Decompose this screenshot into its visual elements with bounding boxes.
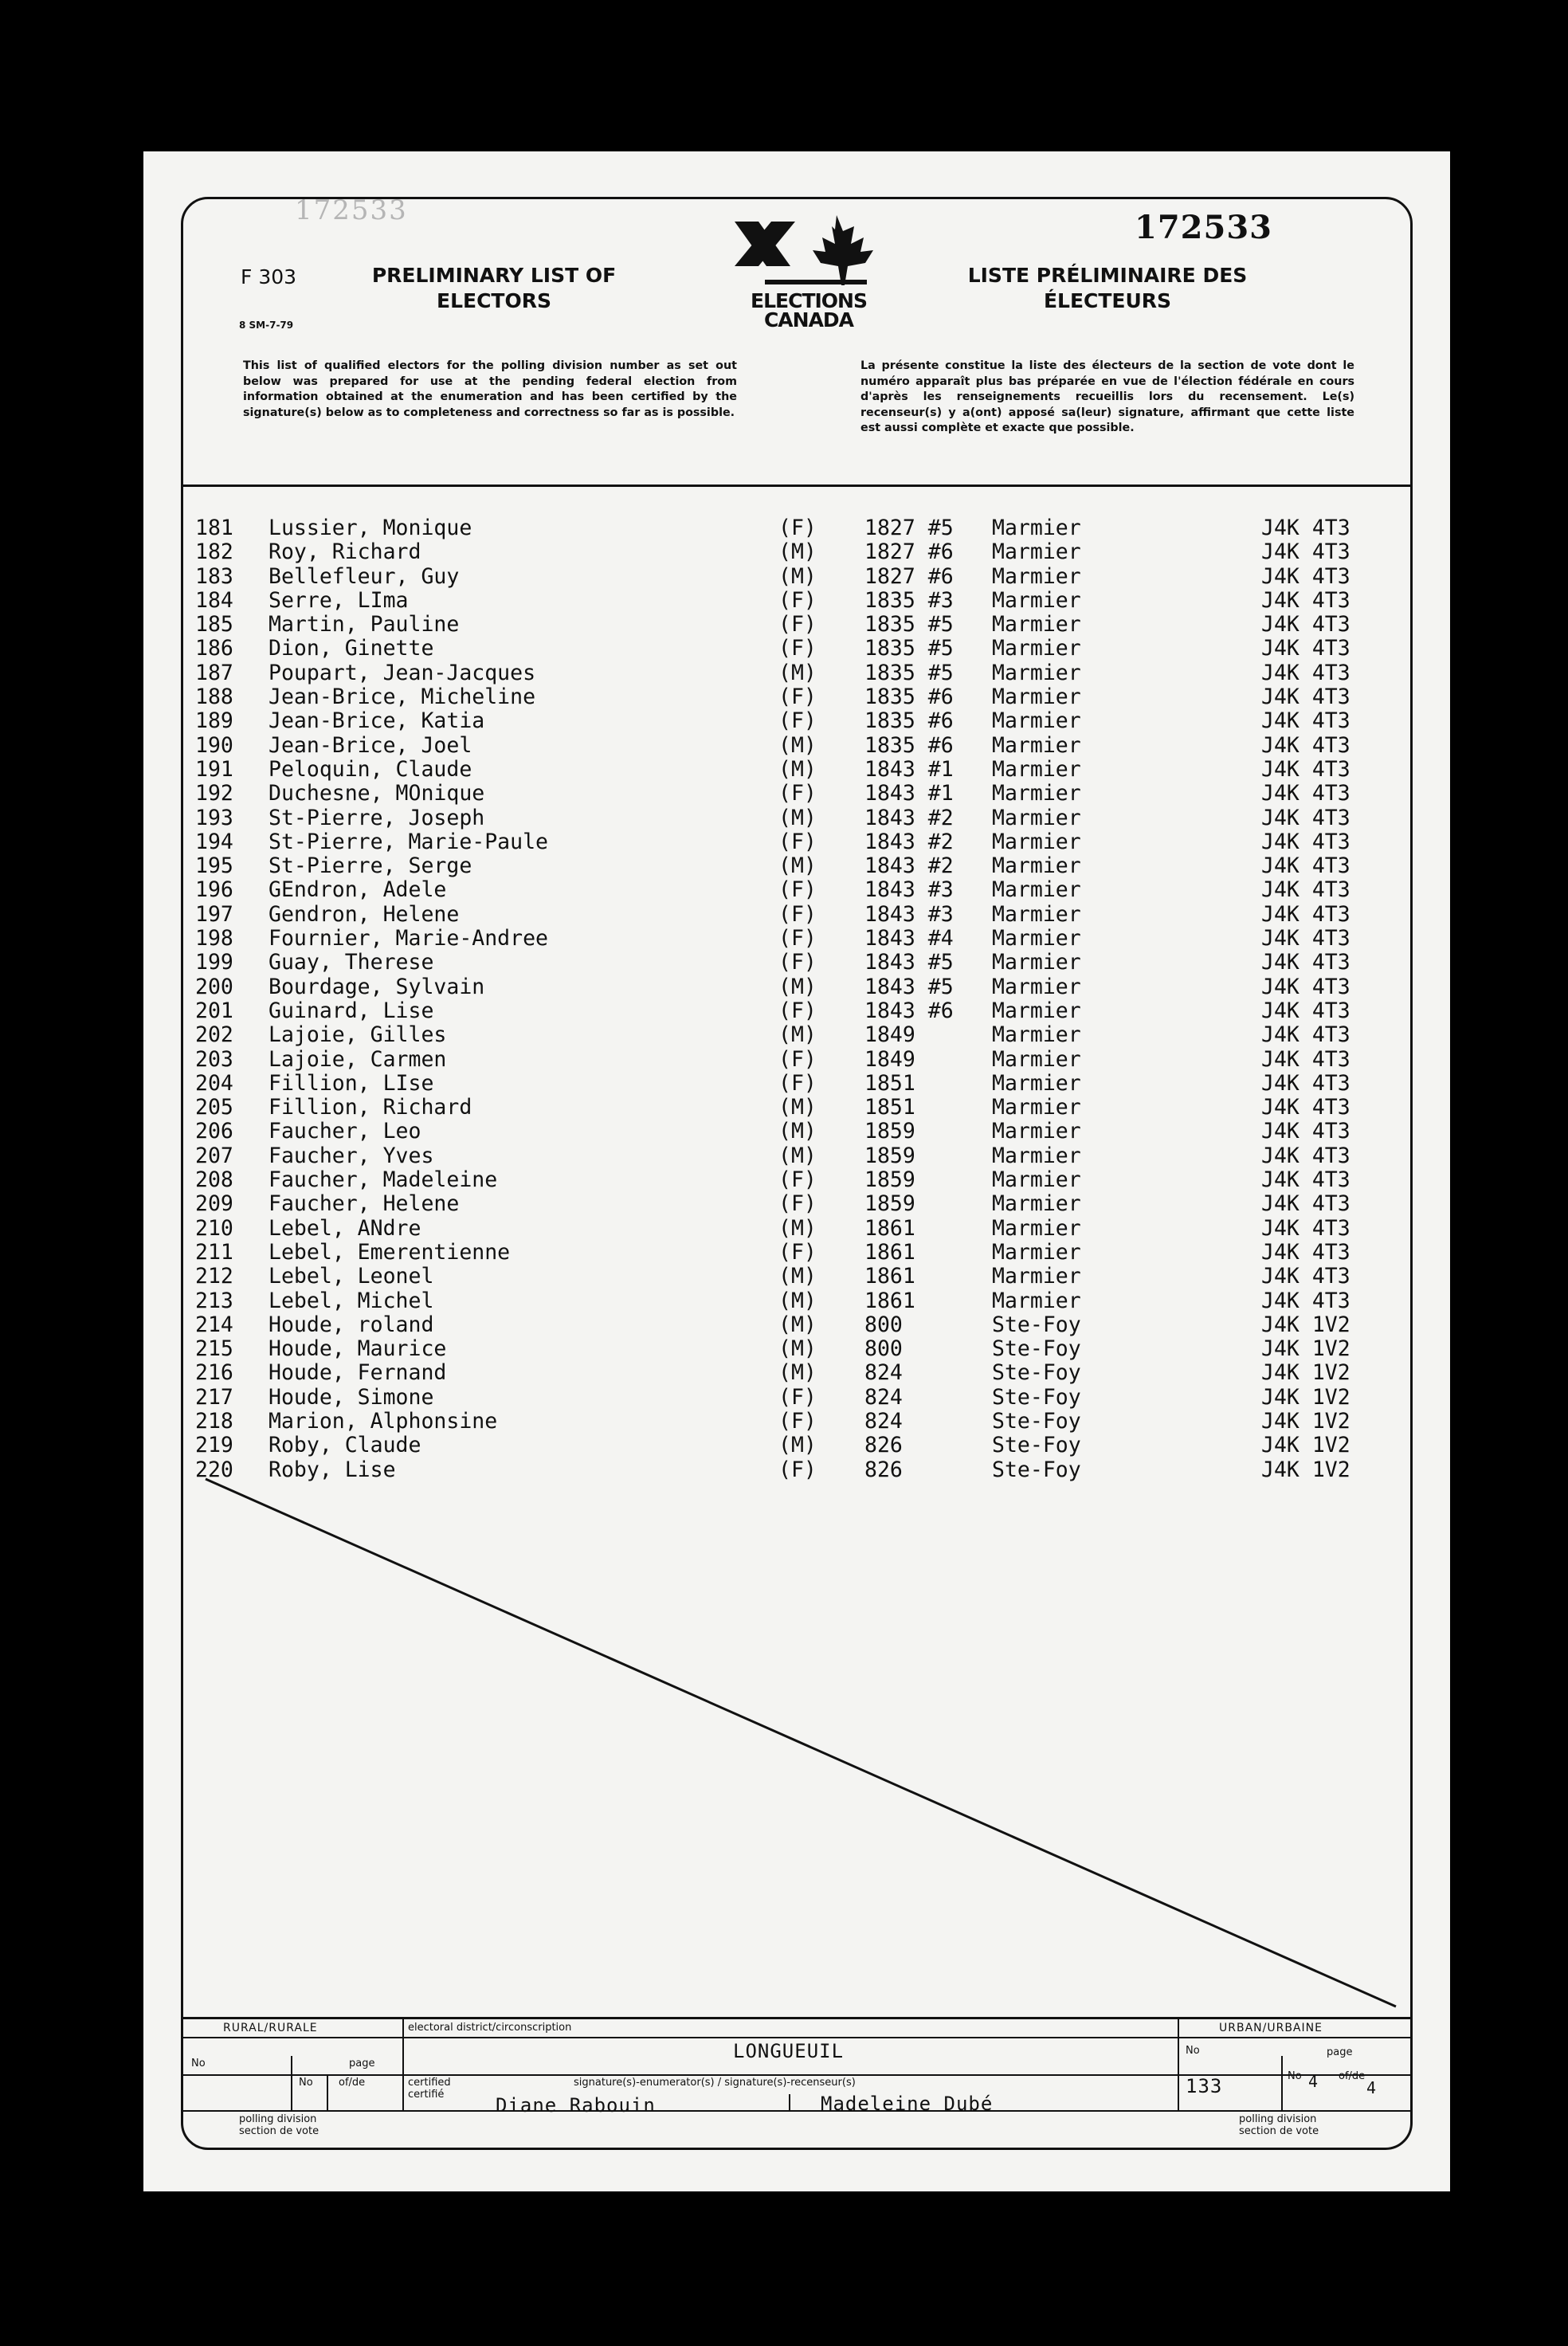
postal-code: J4K 4T3: [1261, 829, 1350, 854]
title-english: PRELIMINARY LIST OF ELECTORS: [371, 264, 617, 312]
postal-code: J4K 4T3: [1261, 636, 1350, 661]
civic-number: 1835 #6: [864, 685, 954, 710]
civic-number: 1835 #3: [864, 587, 954, 613]
elector-sex: (F): [778, 1239, 817, 1265]
elector-number: 183: [195, 563, 233, 589]
postal-code: J4K 4T3: [1261, 950, 1350, 975]
elector-number: 204: [195, 1070, 233, 1096]
footer-divider-left: [402, 2018, 404, 2110]
elector-name: Serre, LIma: [269, 587, 409, 613]
rural-page-label: page: [349, 2058, 375, 2069]
postal-code: J4K 1V2: [1261, 1312, 1350, 1337]
street-name: Marmier: [992, 1143, 1081, 1168]
elector-number: 206: [195, 1119, 233, 1144]
footer-divider-page: [1281, 2056, 1283, 2110]
elector-name: Peloquin, Claude: [269, 756, 472, 782]
street-name: Marmier: [992, 1119, 1081, 1144]
street-name: Marmier: [992, 1215, 1081, 1241]
elector-sex: (M): [778, 805, 817, 830]
elector-name: Lajoie, Carmen: [269, 1046, 447, 1072]
elector-name: GEndron, Adele: [269, 877, 447, 903]
elector-sex: (M): [778, 974, 817, 999]
elector-number: 201: [195, 998, 233, 1023]
elector-sex: (M): [778, 539, 817, 565]
street-name: Marmier: [992, 516, 1081, 540]
civic-number: 1835 #6: [864, 732, 954, 758]
civic-number: 1861: [864, 1264, 915, 1289]
elector-sex: (F): [778, 516, 817, 540]
postal-code: J4K 4T3: [1261, 756, 1350, 782]
postal-code: J4K 4T3: [1261, 1022, 1350, 1048]
elector-sex: (F): [778, 1457, 817, 1482]
elector-number: 217: [195, 1384, 233, 1410]
elector-name: Houde, Simone: [269, 1384, 434, 1410]
elector-sex: (F): [778, 829, 817, 854]
postal-code: J4K 1V2: [1261, 1433, 1350, 1458]
rural-of-label: of/de: [339, 2077, 366, 2089]
street-name: Marmier: [992, 829, 1081, 854]
street-name: Marmier: [992, 877, 1081, 903]
elector-number: 218: [195, 1408, 233, 1434]
civic-number: 1849: [864, 1046, 915, 1072]
street-name: Ste-Foy: [992, 1433, 1081, 1458]
urban-no-label: No: [1186, 2045, 1200, 2057]
street-name: Marmier: [992, 563, 1081, 589]
footer-divider-rural-of: [327, 2074, 328, 2110]
polling-division-number: 133: [1186, 2075, 1223, 2097]
elector-sex: (M): [778, 1336, 817, 1362]
postal-code: J4K 4T3: [1261, 853, 1350, 879]
elector-sex: (F): [778, 587, 817, 613]
form-code: 8 SM-7-79: [239, 320, 294, 331]
elector-number: 209: [195, 1191, 233, 1217]
elector-name: St-Pierre, Joseph: [269, 805, 485, 830]
elector-number: 194: [195, 829, 233, 854]
elector-name: Bourdage, Sylvain: [269, 974, 485, 999]
civic-number: 1843 #4: [864, 926, 954, 951]
elector-number: 199: [195, 950, 233, 975]
footer-divider-rural-no: [291, 2056, 292, 2110]
elector-name: Fournier, Marie-Andree: [269, 926, 548, 951]
street-name: Marmier: [992, 781, 1081, 806]
civic-number: 1851: [864, 1095, 915, 1120]
elector-sex: (F): [778, 612, 817, 638]
civic-number: 1859: [864, 1143, 915, 1168]
elector-number: 189: [195, 708, 233, 734]
urban-label: URBAN/URBAINE: [1219, 2022, 1323, 2034]
street-name: Marmier: [992, 732, 1081, 758]
footer-divider-right: [1178, 2018, 1179, 2110]
civic-number: 1843 #1: [864, 756, 954, 782]
elector-name: Roy, Richard: [269, 539, 421, 565]
rural-page-no-label: No: [299, 2077, 313, 2089]
title-french: LISTE PRÉLIMINAIRE DES ÉLECTEURS: [967, 264, 1248, 312]
enumerator-signature-2: Madeleine Dubé: [821, 2093, 994, 2115]
elector-number: 205: [195, 1095, 233, 1120]
elector-sex: (F): [778, 636, 817, 661]
elector-number: 187: [195, 660, 233, 685]
postal-code: J4K 1V2: [1261, 1336, 1350, 1362]
elector-sex: (F): [778, 1070, 817, 1096]
elector-name: Guinard, Lise: [269, 998, 434, 1023]
elector-sex: (M): [778, 1433, 817, 1458]
civic-number: 1843 #1: [864, 781, 954, 806]
footer-rule-3: [181, 2110, 1413, 2112]
elector-number: 213: [195, 1288, 233, 1313]
logo-text: ELECTIONS CANADA: [751, 289, 867, 332]
elector-sex: (M): [778, 1312, 817, 1337]
elector-sex: (F): [778, 901, 817, 927]
civic-number: 1835 #5: [864, 636, 954, 661]
elector-number: 196: [195, 877, 233, 903]
signature-label: signature(s)-enumerator(s) / signature(s)-recenseur(s): [574, 2077, 856, 2089]
street-name: Marmier: [992, 612, 1081, 638]
civic-number: 1843 #2: [864, 853, 954, 879]
civic-number: 826: [864, 1457, 903, 1482]
elector-name: Faucher, Helene: [269, 1191, 460, 1217]
elector-name: Roby, Claude: [269, 1433, 421, 1458]
elector-sex: (M): [778, 732, 817, 758]
street-name: Ste-Foy: [992, 1457, 1081, 1482]
civic-number: 1827 #6: [864, 563, 954, 589]
elector-number: 200: [195, 974, 233, 999]
elector-name: Lebel, Michel: [269, 1288, 434, 1313]
elector-name: Roby, Lise: [269, 1457, 396, 1482]
postal-code: J4K 4T3: [1261, 1215, 1350, 1241]
elector-number: 186: [195, 636, 233, 661]
elector-name: Fillion, Richard: [269, 1095, 472, 1120]
urban-polling-division-label: polling division section de vote: [1239, 2113, 1319, 2137]
elector-sex: (M): [778, 1288, 817, 1313]
street-name: Marmier: [992, 539, 1081, 565]
elector-number: 198: [195, 926, 233, 951]
postal-code: J4K 4T3: [1261, 1143, 1350, 1168]
street-name: Marmier: [992, 1264, 1081, 1289]
footer-top-rule: [181, 2017, 1413, 2019]
elector-sex: (F): [778, 877, 817, 903]
postal-code: J4K 1V2: [1261, 1360, 1350, 1386]
postal-code: J4K 4T3: [1261, 1239, 1350, 1265]
elector-name: Fillion, LIse: [269, 1070, 434, 1096]
elector-sex: (F): [778, 708, 817, 734]
civic-number: 800: [864, 1312, 903, 1337]
enumerator-signature-1: Diane Rabouin: [496, 2094, 656, 2116]
elector-sex: (F): [778, 950, 817, 975]
street-name: Marmier: [992, 1239, 1081, 1265]
civic-number: 800: [864, 1336, 903, 1362]
street-name: Marmier: [992, 1070, 1081, 1096]
elector-name: Jean-Brice, Micheline: [269, 685, 536, 710]
elector-number: 211: [195, 1239, 233, 1265]
elector-number: 184: [195, 587, 233, 613]
elector-sex: (M): [778, 1095, 817, 1120]
street-name: Marmier: [992, 660, 1081, 685]
elector-name: Duchesne, MOnique: [269, 781, 485, 806]
elector-number: 220: [195, 1457, 233, 1482]
postal-code: J4K 4T3: [1261, 587, 1350, 613]
elector-name: Gendron, Helene: [269, 901, 460, 927]
elector-sex: (M): [778, 853, 817, 879]
elector-name: Lajoie, Gilles: [269, 1022, 447, 1048]
street-name: Marmier: [992, 636, 1081, 661]
elector-sex: (F): [778, 1191, 817, 1217]
elector-number: 190: [195, 732, 233, 758]
elector-number: 214: [195, 1312, 233, 1337]
civic-number: 1843 #5: [864, 950, 954, 975]
elector-name: Lebel, ANdre: [269, 1215, 421, 1241]
elector-number: 182: [195, 539, 233, 565]
street-name: Marmier: [992, 685, 1081, 710]
elector-number: 197: [195, 901, 233, 927]
postal-code: J4K 4T3: [1261, 563, 1350, 589]
page-number: 4: [1308, 2072, 1319, 2091]
elector-sex: (F): [778, 926, 817, 951]
street-name: Marmier: [992, 853, 1081, 879]
urban-page-no-label: No: [1288, 2070, 1302, 2082]
postal-code: J4K 4T3: [1261, 539, 1350, 565]
elector-name: Guay, Therese: [269, 950, 434, 975]
postal-code: J4K 4T3: [1261, 1264, 1350, 1289]
civic-number: 824: [864, 1384, 903, 1410]
elector-sex: (F): [778, 1384, 817, 1410]
elector-name: Houde, Maurice: [269, 1336, 447, 1362]
footer-rule-1: [181, 2037, 1413, 2038]
postal-code: J4K 4T3: [1261, 974, 1350, 999]
civic-number: 1835 #6: [864, 708, 954, 734]
elector-sex: (M): [778, 563, 817, 589]
postal-code: J4K 4T3: [1261, 1095, 1350, 1120]
street-name: Marmier: [992, 708, 1081, 734]
elector-sex: (M): [778, 1264, 817, 1289]
elector-name: Marion, Alphonsine: [269, 1408, 498, 1434]
elector-name: Lebel, Emerentienne: [269, 1239, 511, 1265]
elector-sex: (M): [778, 1360, 817, 1386]
postal-code: J4K 4T3: [1261, 732, 1350, 758]
signature-separator: [789, 2094, 790, 2110]
elector-name: St-Pierre, Serge: [269, 853, 472, 879]
postal-code: J4K 4T3: [1261, 1167, 1350, 1193]
street-name: Marmier: [992, 998, 1081, 1023]
civic-number: 1851: [864, 1070, 915, 1096]
postal-code: J4K 4T3: [1261, 708, 1350, 734]
elector-number: 203: [195, 1046, 233, 1072]
form-number: F 303: [241, 265, 297, 288]
civic-number: 824: [864, 1408, 903, 1434]
elector-number: 216: [195, 1360, 233, 1386]
rural-no-label: No: [191, 2058, 206, 2069]
postal-code: J4K 4T3: [1261, 1046, 1350, 1072]
elector-sex: (M): [778, 1022, 817, 1048]
intro-french: La présente constitue la liste des électeurs de la section de vote dont le numéro apparaît plus bas préparée en vue de l'élection fédérale en cours d'après les renseignements recueillis lors du recensement. Le(s) recenseur(s) y a(ont) apposé sa(leur) signature, affirmant que cette liste est aussi complète et exacte que possible.: [860, 359, 1354, 435]
civic-number: 1843 #2: [864, 805, 954, 830]
civic-number: 1859: [864, 1167, 915, 1193]
postal-code: J4K 1V2: [1261, 1408, 1350, 1434]
civic-number: 1843 #3: [864, 877, 954, 903]
elector-name: Lebel, Leonel: [269, 1264, 434, 1289]
civic-number: 1859: [864, 1119, 915, 1144]
street-name: Marmier: [992, 926, 1081, 951]
postal-code: J4K 4T3: [1261, 660, 1350, 685]
elector-number: 215: [195, 1336, 233, 1362]
elector-number: 193: [195, 805, 233, 830]
elector-number: 181: [195, 516, 233, 540]
elector-name: Dion, Ginette: [269, 636, 434, 661]
page-of-number: 4: [1366, 2078, 1378, 2097]
street-name: Ste-Foy: [992, 1408, 1081, 1434]
elector-name: Lussier, Monique: [269, 516, 472, 540]
street-name: Marmier: [992, 974, 1081, 999]
elector-number: 185: [195, 612, 233, 638]
elector-sex: (M): [778, 756, 817, 782]
elector-number: 202: [195, 1022, 233, 1048]
elector-sex: (M): [778, 1215, 817, 1241]
elector-name: Poupart, Jean-Jacques: [269, 660, 536, 685]
civic-number: 1861: [864, 1215, 915, 1241]
street-name: Ste-Foy: [992, 1360, 1081, 1386]
elector-name: Bellefleur, Guy: [269, 563, 460, 589]
serial-number: 172533: [1135, 209, 1272, 246]
street-name: Marmier: [992, 805, 1081, 830]
postal-code: J4K 4T3: [1261, 612, 1350, 638]
street-name: Marmier: [992, 950, 1081, 975]
elector-sex: (F): [778, 1408, 817, 1434]
elector-name: Faucher, Madeleine: [269, 1167, 498, 1193]
certified-label: certified certifié: [408, 2077, 451, 2101]
street-name: Ste-Foy: [992, 1312, 1081, 1337]
elector-number: 208: [195, 1167, 233, 1193]
elector-name: Faucher, Leo: [269, 1119, 421, 1144]
street-name: Marmier: [992, 1095, 1081, 1120]
postal-code: J4K 4T3: [1261, 805, 1350, 830]
postal-code: J4K 1V2: [1261, 1384, 1350, 1410]
civic-number: 826: [864, 1433, 903, 1458]
elector-name: Jean-Brice, Katia: [269, 708, 485, 734]
urban-page-label: page: [1327, 2046, 1353, 2058]
urban-of-label: of/de: [1339, 2070, 1366, 2082]
street-name: Marmier: [992, 901, 1081, 927]
elector-number: 210: [195, 1215, 233, 1241]
street-name: Marmier: [992, 1022, 1081, 1048]
postal-code: J4K 4T3: [1261, 877, 1350, 903]
street-name: Ste-Foy: [992, 1336, 1081, 1362]
elector-name: Houde, Fernand: [269, 1360, 447, 1386]
postal-code: J4K 4T3: [1261, 901, 1350, 927]
civic-number: 1827 #5: [864, 516, 954, 540]
postal-code: J4K 4T3: [1261, 998, 1350, 1023]
civic-number: 1861: [864, 1288, 915, 1313]
civic-number: 1827 #6: [864, 539, 954, 565]
street-name: Marmier: [992, 1046, 1081, 1072]
rural-polling-division-label: polling division section de vote: [239, 2113, 319, 2137]
elector-number: 188: [195, 685, 233, 710]
elector-name: St-Pierre, Marie-Paule: [269, 829, 548, 854]
civic-number: 1843 #2: [864, 829, 954, 854]
elector-sex: (M): [778, 660, 817, 685]
postal-code: J4K 4T3: [1261, 926, 1350, 951]
civic-number: 1843 #5: [864, 974, 954, 999]
rural-label: RURAL/RURALE: [223, 2022, 318, 2034]
elector-name: Martin, Pauline: [269, 612, 460, 638]
elector-number: 192: [195, 781, 233, 806]
elector-sex: (F): [778, 1046, 817, 1072]
street-name: Marmier: [992, 587, 1081, 613]
elector-number: 195: [195, 853, 233, 879]
street-name: Marmier: [992, 1167, 1081, 1193]
postal-code: J4K 1V2: [1261, 1457, 1350, 1482]
civic-number: 1843 #3: [864, 901, 954, 927]
civic-number: 1835 #5: [864, 660, 954, 685]
elector-number: 212: [195, 1264, 233, 1289]
civic-number: 824: [864, 1360, 903, 1386]
elector-sex: (F): [778, 685, 817, 710]
faded-stamp-number: 172533: [295, 194, 408, 226]
street-name: Ste-Foy: [992, 1384, 1081, 1410]
intro-english: This list of qualified electors for the polling division number as set out below was prepared for use at the pending federal election from information obtained at the enumeration and has been certified by the signature(s) below as to completeness and correctness so far as is possible.: [243, 359, 737, 419]
elector-sex: (M): [778, 1143, 817, 1168]
elector-sex: (M): [778, 1119, 817, 1144]
civic-number: 1835 #5: [864, 612, 954, 638]
electoral-district-label: electoral district/circonscription: [408, 2022, 572, 2034]
postal-code: J4K 4T3: [1261, 516, 1350, 540]
elector-sex: (F): [778, 1167, 817, 1193]
elector-number: 219: [195, 1433, 233, 1458]
postal-code: J4K 4T3: [1261, 685, 1350, 710]
street-name: Marmier: [992, 1191, 1081, 1217]
postal-code: J4K 4T3: [1261, 1288, 1350, 1313]
elector-name: Faucher, Yves: [269, 1143, 434, 1168]
elector-sex: (F): [778, 781, 817, 806]
civic-number: 1861: [864, 1239, 915, 1265]
elector-name: Houde, roland: [269, 1312, 434, 1337]
civic-number: 1843 #6: [864, 998, 954, 1023]
civic-number: 1859: [864, 1191, 915, 1217]
postal-code: J4K 4T3: [1261, 781, 1350, 806]
civic-number: 1849: [864, 1022, 915, 1048]
elector-name: Jean-Brice, Joel: [269, 732, 472, 758]
postal-code: J4K 4T3: [1261, 1070, 1350, 1096]
postal-code: J4K 4T3: [1261, 1119, 1350, 1144]
street-name: Marmier: [992, 1288, 1081, 1313]
street-name: Marmier: [992, 756, 1081, 782]
elector-number: 191: [195, 756, 233, 782]
elector-sex: (F): [778, 998, 817, 1023]
elector-number: 207: [195, 1143, 233, 1168]
postal-code: J4K 4T3: [1261, 1191, 1350, 1217]
footer-rule-2: [181, 2074, 1413, 2076]
electoral-district-value: LONGUEUIL: [733, 2040, 845, 2062]
